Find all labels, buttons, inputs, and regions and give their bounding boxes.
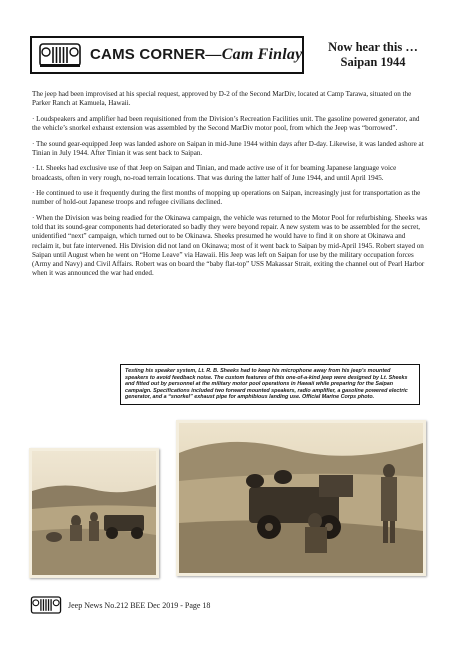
paragraph: The jeep had been improvised at his special request, approved by D-2 of the Second MarDiv, located at Camp Tarawa, situated on the Parker Ranch at Kamuela, Hawaii. — [32, 90, 412, 108]
page-footer — [30, 594, 210, 616]
paragraph: · Lt. Sheeks had exclusive use of that Jeep on Saipan and Tinian, and made active use of it for beaming Japanese language voice broadcasts, often in very rough, no-road terrain locations. That was during the latter half of June 1944, and until April 1945. — [32, 164, 397, 182]
heading-line-1: Now hear this … — [328, 40, 418, 54]
article-heading — [318, 40, 428, 70]
heading-line-2: Saipan 1944 — [340, 55, 406, 69]
article-body — [32, 90, 428, 285]
column-title — [90, 46, 302, 64]
photo-jeep-speakers — [176, 420, 426, 576]
jeep-grille-icon — [38, 41, 82, 69]
column-banner — [30, 36, 304, 74]
column-author: —Cam Finlay — [205, 46, 303, 63]
footer-text: Jeep News No.212 BEE Dec 2019 - Page 18 — [68, 600, 211, 610]
paragraph: · He continued to use it frequently during the first months of mopping up operations on Saipan, increasingly just for transportation as the number of hold-out Japanese troops and refugee civilians declined. — [32, 189, 421, 207]
paragraph: · When the Division was being readied for the Okinawa campaign, the vehicle was returned to the Motor Pool for refurbishing. Sheeks was told that its sound-gear components had deteriorated so badly they were beyond repair. A new system was to be assembled for the secret, unidentified “next” campaign, which turned out to be Okinawa. Sheeks presumed he would have to find it on shore at Okinawa and reclaim it, but fate intervened. His Division did not land on Okinawa; most of it went back to Saipan by mid-April 1945. Robert stayed on Saipan until August when he went on “Home Leave” via Hawaii. His Jeep was left on Saipan for use by the military occupation forces (Army and Navy) and Civil Affairs. Robert was on board the “baby flat-top” USS Makassar Strait, exiting the channel out of Pearl Harbor when it was announced the war had ended. — [32, 213, 428, 278]
column-name: CAMS CORNER — [90, 46, 206, 63]
photo-jeep-field — [29, 448, 159, 578]
photo-caption: Testing his speaker system, Lt. R. B. Sheeks had to keep his microphone away from his jeep’s mounted speakers to avoid feedback noise. The custom features of this one-of-a-kind jeep were designed by Lt. Sheeks and fitted out by personnel at the military motor pool operations in Hawaii while preparing for the Saipan campaign. Specifications included two forward mounted speakers, radio amplifier, a gasoline powered electric generator, and a “snorkel” exhaust pipe for amphibious landing use. Official Marine Corps photo. — [120, 364, 420, 405]
paragraph: · The sound gear-equipped Jeep was landed ashore on Saipan in mid-June 1944 within days after D-day. Likewise, it was landed ashore at Tinian in July 1944. After Tinian it was sent back to Saipan. — [32, 139, 424, 157]
jeep-grille-icon — [30, 594, 62, 616]
paragraph: · Loudspeakers and amplifier had been requisitioned from the Division’s Recreation Facilities unit. The gasoline powered generator, and the vehicle’s snorkel exhaust extension was assembled by the Second MarDiv motor pool, from which the Jeep was “borrowed”. — [32, 114, 420, 132]
